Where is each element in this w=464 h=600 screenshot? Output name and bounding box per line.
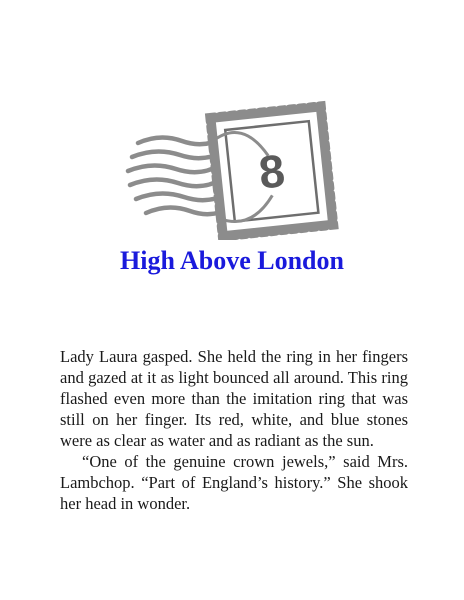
chapter-body	[60, 346, 408, 514]
paragraph: Lady Laura gasped. She held the ring in her fingers and gazed at it as light bounced all around. This ring flashed even more than the imitation ring that was still on her finger. Its red, white, and blue stones were as clear as water and as radiant as the sun.	[60, 347, 408, 450]
paragraph: “One of the genuine crown jewels,” said Mrs. Lambchop. “Part of England’s history.” She shook her head in wonder.	[60, 452, 408, 513]
chapter-title: High Above London	[120, 246, 344, 275]
postage-stamp-icon	[120, 95, 355, 240]
chapter-number: 8	[256, 144, 288, 199]
